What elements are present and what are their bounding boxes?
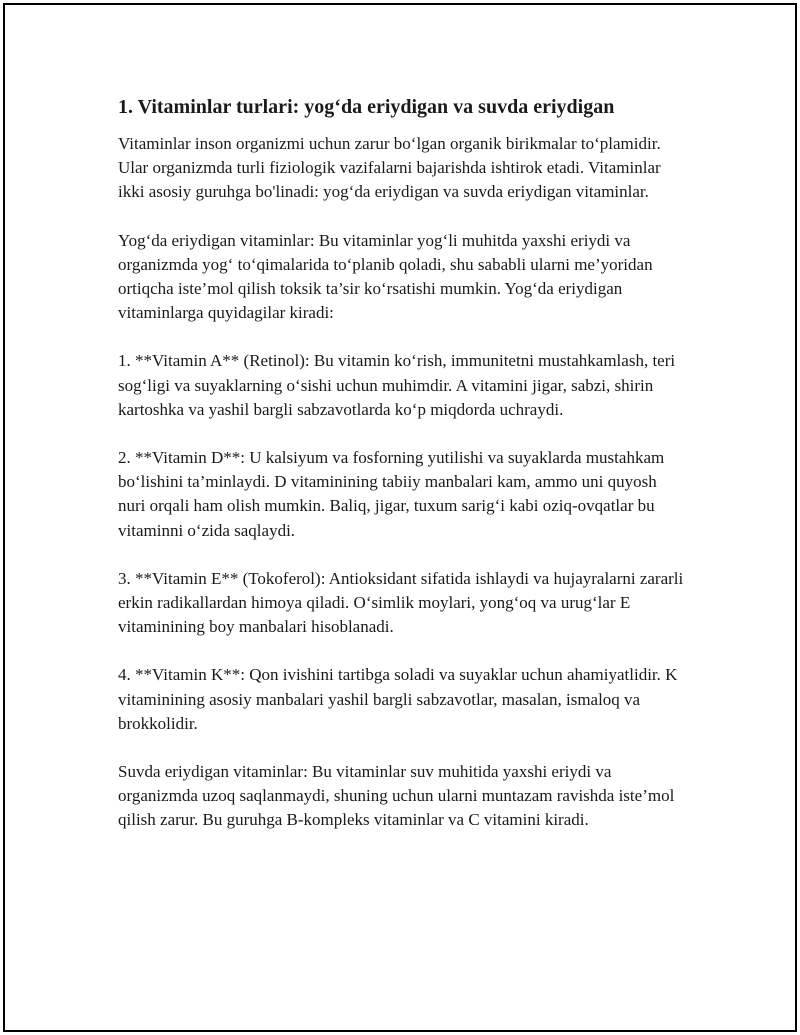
vitamin-a-paragraph: 1. **Vitamin A** (Retinol): Bu vitamin ko‘rish, immunitetni mustahkamlash, teri sog‘ligi va suyaklarning o‘sishi uchun muhimdir. A vitamini jigar, sabzi, shirin kartoshka va yashil bargli sabzavotlarda ko‘p miqdorda uchraydi.	[118, 351, 676, 419]
document-body	[118, 94, 688, 857]
water-soluble-paragraph: Suvda eriydigan vitaminlar: Bu vitaminlar suv muhitida yaxshi eriydi va organizmda uzoq saqlanmaydi, shuning uchun ularni muntazam ravishda iste’mol qilish zarur. Bu guruhga B-kompleks vitaminlar va C vitamini kiradi.	[118, 762, 675, 830]
section-heading: 1. Vitaminlar turlari: yog‘da eriydigan va suvda eriydigan	[118, 96, 615, 118]
intro-paragraph: Vitaminlar inson organizmi uchun zarur bo‘lgan organik birikmalar to‘plamidir. Ular organizmda turli fiziologik vazifalarni bajarishda ishtirok etadi. Vitaminlar ikki asosiy guruhga bo'linadi: yog‘da eriydigan va suvda eriydigan vitaminlar.	[118, 134, 661, 202]
vitamin-e-paragraph: 3. **Vitamin E** (Tokoferol): Antioksidant sifatida ishlaydi va hujayralarni zararli erkin radikallardan himoya qiladi. O‘simlik moylari, yong‘oq va urug‘lar E vitaminining boy manbalari hisoblanadi.	[118, 568, 684, 637]
vitamin-d-paragraph: 2. **Vitamin D**: U kalsiyum va fosforning yutilishi va suyaklarda mustahkam bo‘lishini ta’minlaydi. D vitaminining tabiiy manbalari kam, ammo uni quyosh nuri orqali ham olish mumkin. Baliq, jigar, tuxum sarig‘i kabi oziq-ovqatlar bu vitaminni o‘zida saqlaydi.	[118, 448, 665, 540]
vitamin-k-paragraph: 4. **Vitamin K**: Qon ivishini tartibga soladi va suyaklar uchun ahamiyatlidir. K vitaminining asosiy manbalari yashil bargli sabzavotlar, masalan, ismaloq va brokkolidir.	[118, 665, 678, 733]
fat-soluble-paragraph: Yog‘da eriydigan vitaminlar: Bu vitaminlar yog‘li muhitda yaxshi eriydi va organizmda yog‘ to‘qimalarida to‘planib qoladi, shu sababli ularni me’yoridan ortiqcha iste’mol qilish toksik ta’sir ko‘rsatishi mumkin. Yog‘da eriydigan vitaminlarga quyidagilar kiradi:	[118, 230, 653, 323]
